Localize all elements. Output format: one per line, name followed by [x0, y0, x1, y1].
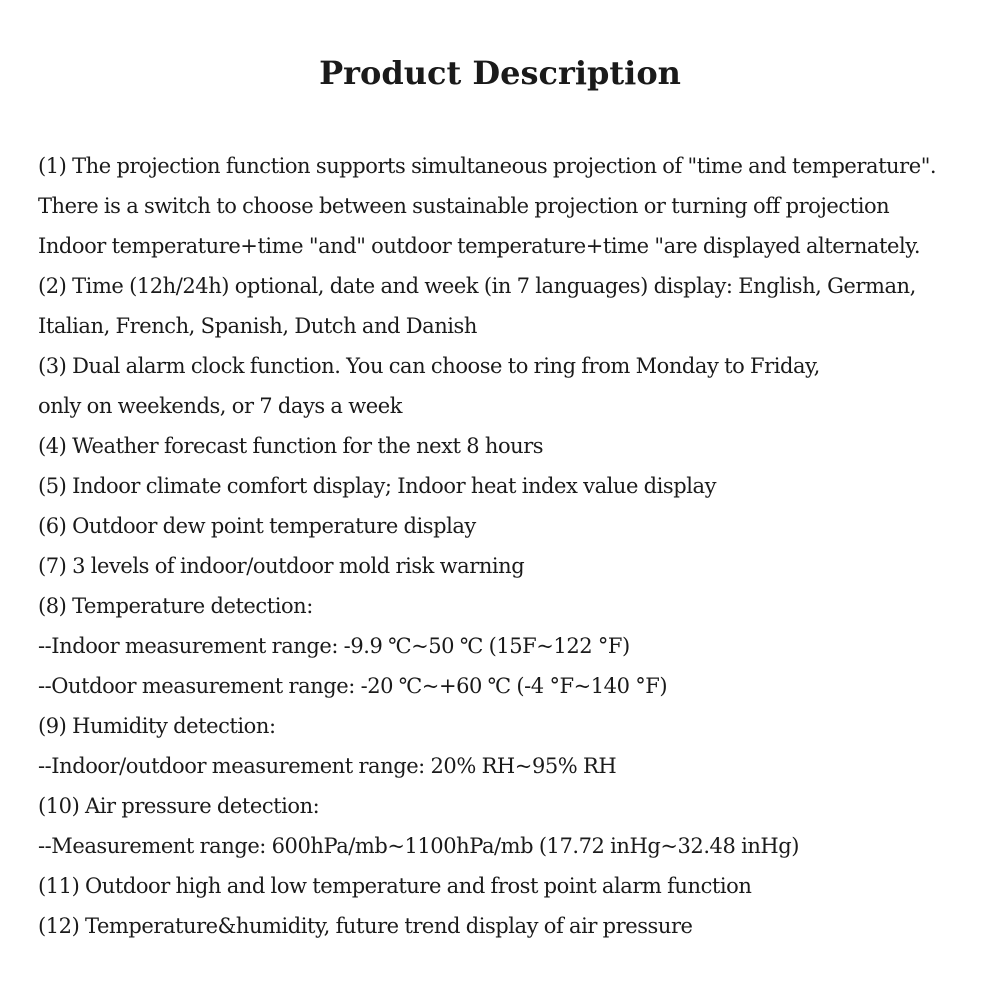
page-title: Product Description	[319, 54, 681, 92]
description-line-6: (3) Dual alarm clock function. You can choose to ring from Monday to Friday,	[38, 354, 820, 378]
description-line-12: (8) Temperature detection:	[38, 594, 313, 618]
description-line-7: only on weekends, or 7 days a week	[38, 394, 402, 418]
description-line-1: (1) The projection function supports simultaneous projection of "time and temperature".	[38, 154, 937, 178]
description-line-16: --Indoor/outdoor measurement range: 20% RH~95% RH	[38, 754, 617, 778]
description-line-18: --Measurement range: 600hPa/mb~1100hPa/mb (17.72 inHg~32.48 inHg)	[38, 834, 800, 858]
description-line-15: (9) Humidity detection:	[38, 714, 276, 738]
description-line-3: Indoor temperature+time "and" outdoor temperature+time "are displayed alternately.	[38, 234, 921, 258]
description-line-17: (10) Air pressure detection:	[38, 794, 320, 818]
description-line-2: There is a switch to choose between sustainable projection or turning off projection	[38, 194, 890, 218]
description-line-4: (2) Time (12h/24h) optional, date and week (in 7 languages) display: English, German,	[38, 274, 916, 298]
description-line-19: (11) Outdoor high and low temperature and frost point alarm function	[38, 874, 752, 898]
description-line-8: (4) Weather forecast function for the next 8 hours	[38, 434, 544, 458]
description-line-14: --Outdoor measurement range: -20 ℃~+60 ℃ (-4 °F~140 °F)	[38, 674, 668, 698]
description-line-10: (6) Outdoor dew point temperature display	[38, 514, 476, 538]
description-list	[38, 146, 988, 946]
description-line-11: (7) 3 levels of indoor/outdoor mold risk warning	[38, 554, 525, 578]
description-line-5: Italian, French, Spanish, Dutch and Danish	[38, 314, 477, 338]
description-line-13: --Indoor measurement range: -9.9 ℃~50 ℃ (15F~122 °F)	[38, 634, 630, 658]
description-line-20: (12) Temperature&humidity, future trend display of air pressure	[38, 914, 693, 938]
description-line-9: (5) Indoor climate comfort display; Indoor heat index value display	[38, 474, 717, 498]
